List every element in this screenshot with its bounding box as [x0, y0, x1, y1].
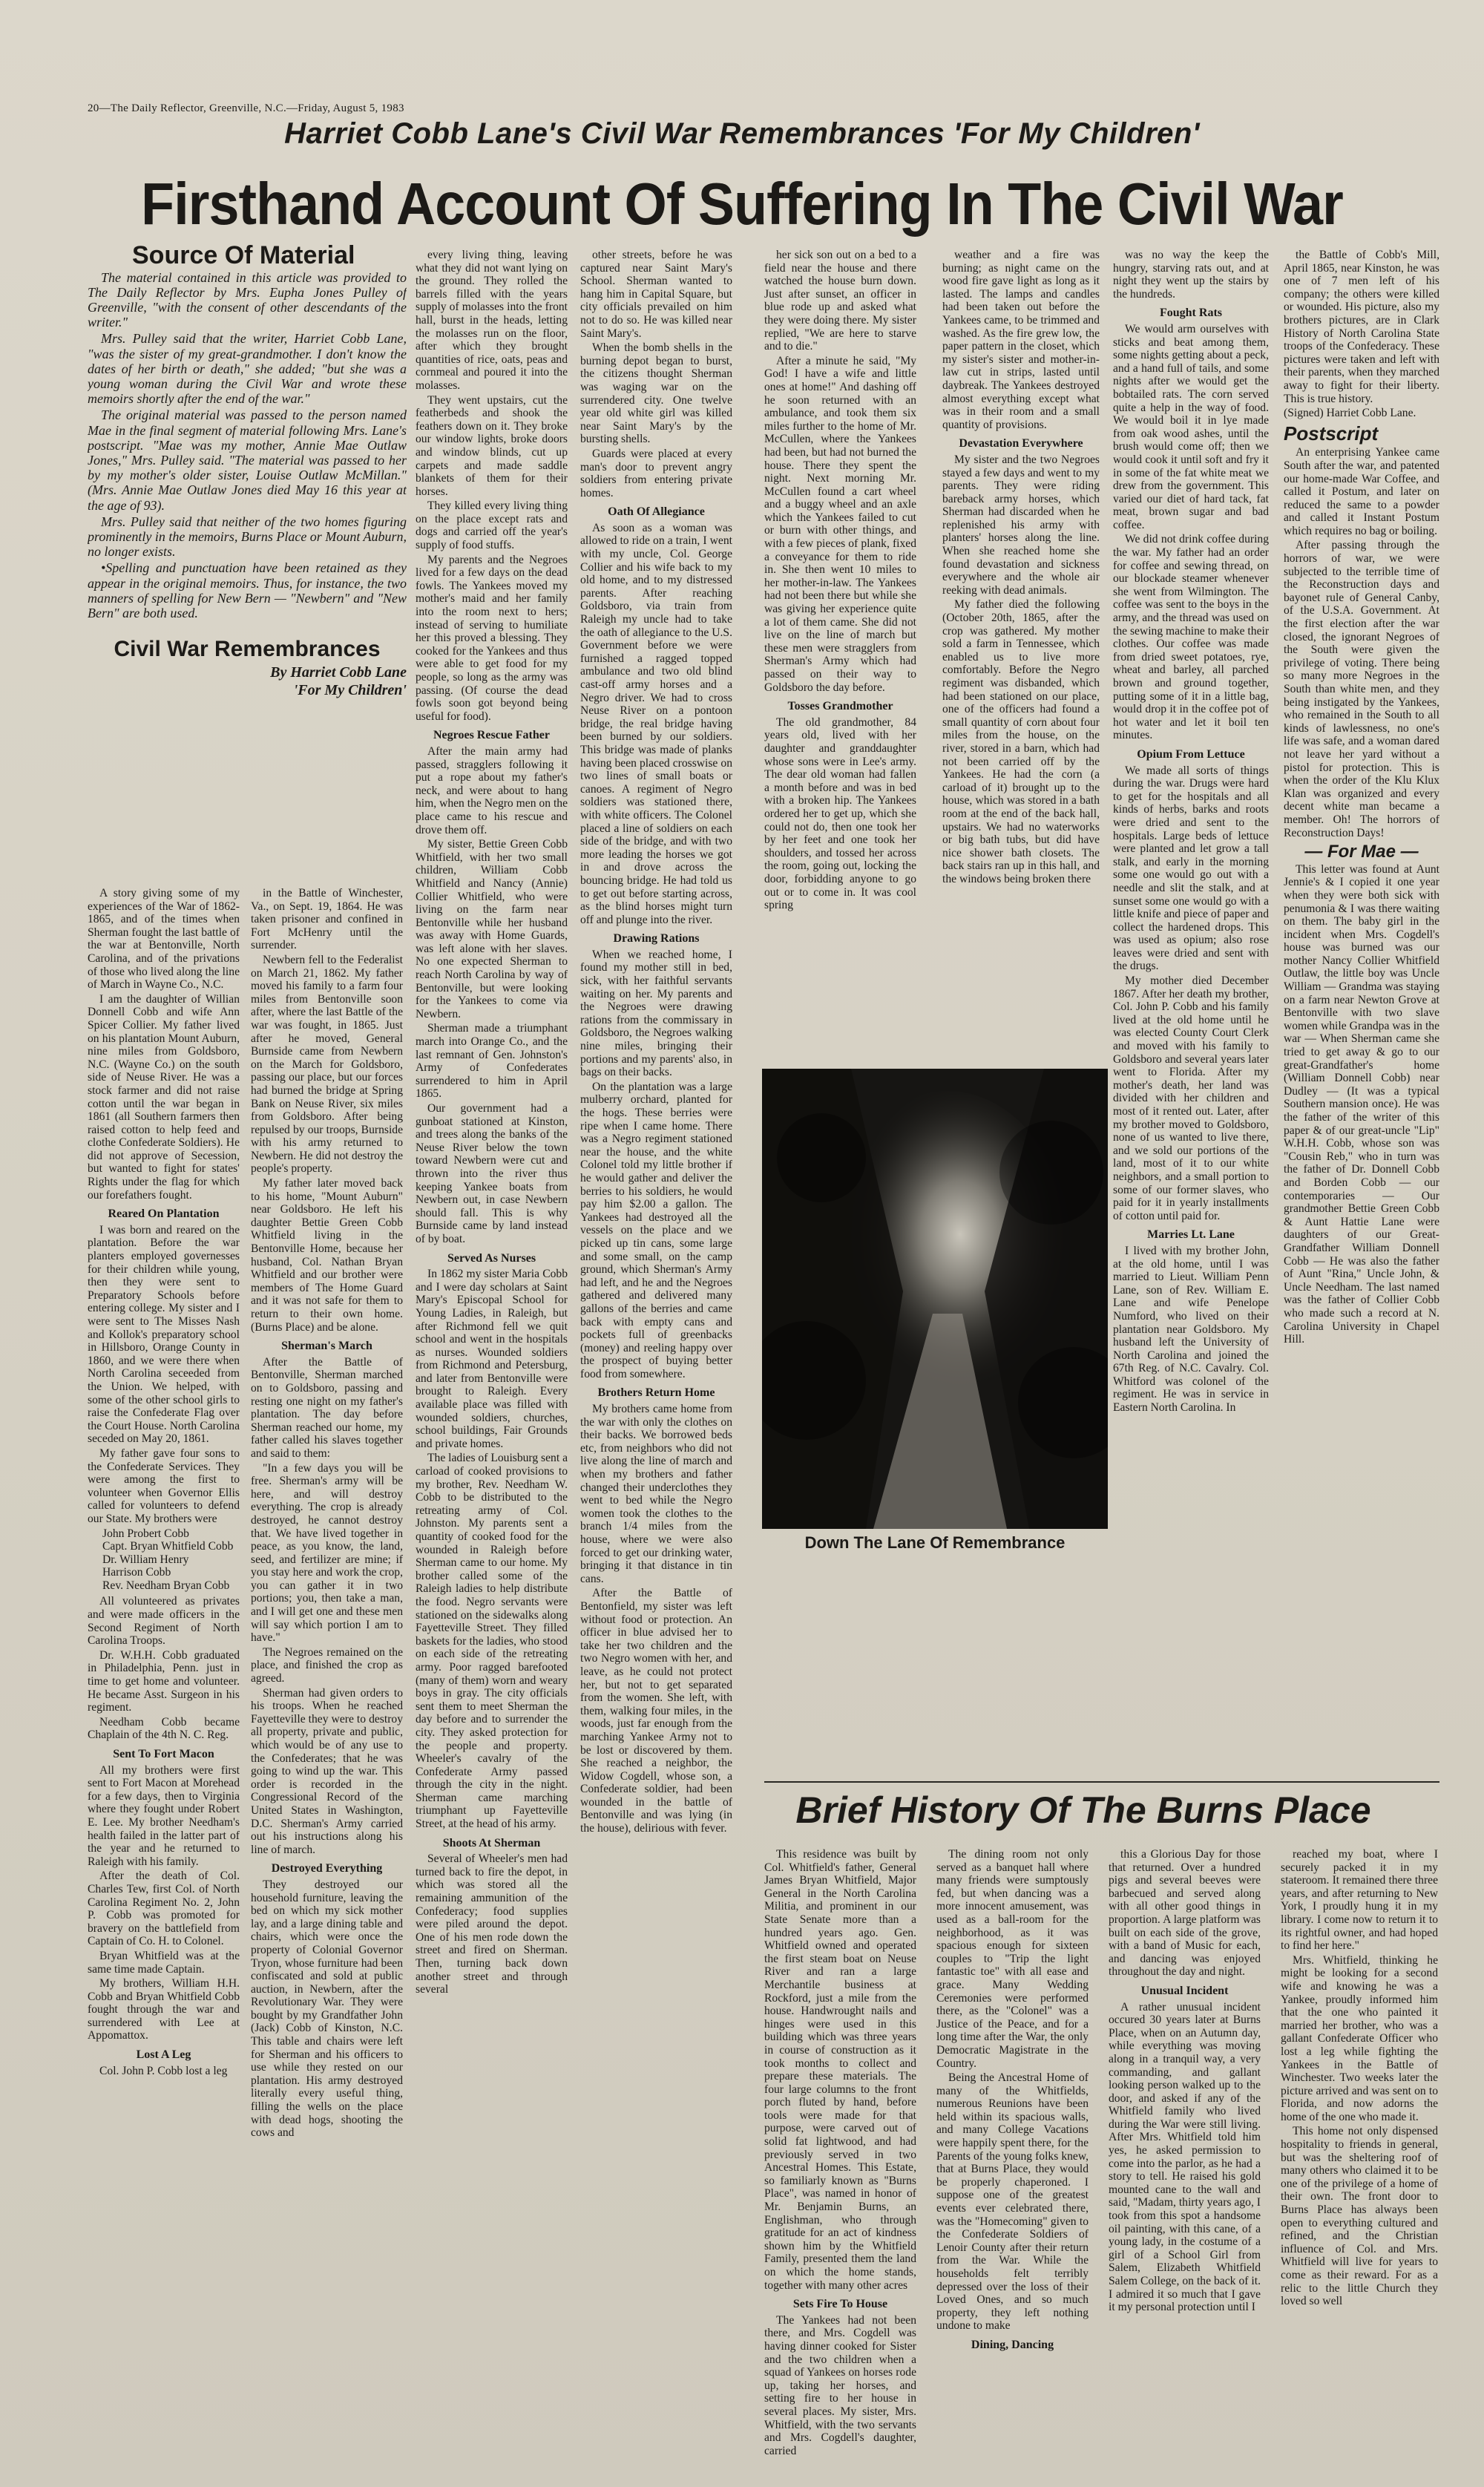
- subhead: Unusual Incident: [1140, 1984, 1229, 1997]
- article-paragraph: After the Battle of Bentonfield, my sister was left without food or protection. An officer in blue advised her to take her two children and the two Negro women with her, and leave, as he could not protect her, but not to get separated from the women. She left, with them, walking four miles, in the woods, just far enough from the marching Yankee Army not to be lost or discovered by them. She reached a neighbor, the Widow Cogdell, whose son, a Confederate soldier, had been wounded in the battle of Bentonville and was lying (in the house), delirious with fever.: [580, 1587, 732, 1835]
- lane-photo-image: [762, 1069, 1108, 1529]
- list-item: Dr. William Henry: [102, 1553, 189, 1566]
- article-paragraph: Newbern fell to the Federalist on March 21, 1862. My father moved his family to a farm four miles from Bentonville soon after, where the last Battle of the war was fought, in 1865. Just after he moved, General Burnside came from Newbern on the March for Goldsboro, passing our place, but our forces had burned the bridge at Spring Bank on Neuse River, six miles from Goldsboro. After being repulsed by our troops, Burnside with his army returned to Newbern. He did not destroy the people's property.: [251, 953, 403, 1176]
- photo-caption: Down The Lane Of Remembrance: [804, 1533, 1066, 1552]
- column-8: [1284, 249, 1439, 1770]
- article-paragraph: The old grandmother, 84 years old, lived with her daughter and granddaughter whose sons were in Lee's army. The dear old woman had fallen a month before and was in bed with a broken hip. The Yankees ordered her to get up, which she could not do, then one took her by her feet and one took her shoulders, and tossed her across the room, going out, locking the door, forbidding anyone to go out or to come in. It was cool spring: [764, 715, 916, 912]
- article-paragraph: was no way the keep the hungry, starving rats out, and at night they went up the stairs by the hundreds.: [1113, 249, 1269, 301]
- article-paragraph: Several of Wheeler's men had turned back to fire the depot, in which was stored all the remaining ammunition of the Confederacy; food supplies were piled around the depot. One of his men rode down the street and fired on Sherman. Then, turning back down another street and through several: [416, 1852, 568, 1996]
- article-paragraph: After the main army had passed, stragglers following it put a rope about my father's neck, and were about to hang him, when the Negro men on the place came to his rescue and drove them off.: [416, 744, 568, 836]
- article-paragraph: reached my boat, where I securely packed it in my stateroom. It remained there three years, and after returning to New York, I proudly hung it in my library. I come now to return it to its rightful owner, and had hoped to find her here.": [1281, 1848, 1438, 1953]
- subhead: Dining, Dancing: [971, 2338, 1054, 2351]
- article-paragraph: Sherman made a triumphant march into Orange Co., and the last remnant of Gen. Johnston's Army of Confederates surrendered to him in April 1865.: [416, 1022, 568, 1101]
- article-paragraph: Our government had a gunboat stationed at Kinston, and trees along the banks of the Neuse River below the town toward Newbern were cut and thrown into the river thus keeping Yankee boats from Newbern out, in case Newbern should fall. This is why Burnside came by land instead of by boat.: [416, 1102, 568, 1245]
- byline-dedication: 'For My Children': [293, 681, 407, 698]
- article-paragraph: Needham Cobb became Chaplain of the 4th N. C. Reg.: [88, 1715, 240, 1742]
- article-paragraph: Bryan Whitfield was at the same time made Captain.: [88, 1949, 240, 1976]
- subhead: Drawing Rations: [613, 932, 700, 946]
- article-paragraph: The Yankees had not been there, and Mrs. Cogdell was having dinner cooked for Sister and the two children when a squad of Yankees on horses rode up, taking her horses, and setting fire to her house in several places. My sister, Mrs. Whitfield, with the two servants and Mrs. Cogdell's daughter, carried: [764, 2313, 916, 2457]
- burns-headline: Brief History Of The Burns Place: [795, 1789, 1371, 1831]
- article-paragraph: When the bomb shells in the burning depot began to burst, the citizens thought Sherman was waging war on the surrendered city. One twelve year old white girl was killed near Saint Mary's by the bursting shells.: [580, 341, 732, 446]
- byline-author: By Harriet Cobb Lane: [270, 663, 407, 681]
- byline: [88, 663, 407, 699]
- article-paragraph: This home not only dispensed hospitality to friends in general, but was the sheltering roof of many others who claimed it to be one of the privilege of a home of their own. The front door to Burns Place has always been open to everything cultured and refined, and the Christian influence of Col. and Mrs. Whitfield will live for years to come as their reward. For as a relic to the little Church they loved so well: [1281, 2125, 1438, 2308]
- list-item: John Probert Cobb: [102, 1527, 189, 1540]
- article-paragraph: other streets, before he was captured near Saint Mary's School. Sherman wanted to hang him in Capital Square, but city officials prevailed on him not to do so. He was killed near Saint Mary's.: [580, 249, 732, 340]
- source-paragraph: •Spelling and punctuation have been retained as they appear in the original memoirs. Thus, for instance, the two manners of spelling for New Bern — "Newbern" and "New Bern" are both used.: [88, 560, 407, 621]
- burns-column-2: [936, 1848, 1089, 2457]
- article-paragraph: I am the daughter of Willian Donnell Cobb and wife Ann Spicer Collier. My father lived on his plantation Mount Auburn, nine miles from Goldsboro, N.C. (Wayne Co.) on the south side of Neuse River. He was a stock farmer and did not raise cotton until the war began in 1861 (all Southern farmers then raised cotton to help feed and clothe Confederate Soldiers). He did not approve of Secession, but wanted to fight for states' Rights under the flag for which our forefathers fought.: [88, 992, 240, 1202]
- column-2: [251, 887, 403, 2457]
- article-paragraph: The ladies of Louisburg sent a carload of cooked provisions to my brother, Rev. Needham W. Cobb to be distributed to the retreating army of Col. Johnston. My parents sent a quantity of cooked food for the wounded in Raleigh before Sherman came to our home. My brother called some of the Raleigh ladies to help distribute the food. Negro servants were stationed on the sidewalks along Fayetteville Street. They filled baskets for the ladies, who stood on each side of the retreating army. Poor ragged barefooted (many of them) worn and weary boys in gray. The city officials sent them to meet Sherman the day before and to surrender the city. They asked protection for the people and property. Wheeler's cavalry of the Confederate Army passed through the city in the night. Sherman came marching triumphant up Fayetteville Street, at the head of his army.: [416, 1452, 568, 1831]
- article-paragraph: Guards were placed at every man's door to prevent angry soldiers from entering private homes.: [580, 447, 732, 499]
- article-paragraph: in the Battle of Winchester, Va., on Sept. 19, 1864. He was taken prisoner and confined in Fort McHenry until the surrender.: [251, 887, 403, 952]
- source-paragraph: The material contained in this article was provided to The Daily Reflector by Mrs. Eupha Jones Pulley of Greenville, "with the consent of other descendants of the writer.": [88, 269, 407, 330]
- article-paragraph: A rather unusual incident occured 30 years later at Burns Place, when on an Autumn day, while everything was moving along in a tranquil way, a very commanding, and gallant looking person walked up to the door, and asked if any of the Whitfield family who lived during the War were still living. After Mrs. Whitfield told him yes, he asked permission to come into the parlor, as he had a story to tell. He raised his gold mounted cane to the wall and said, "Madam, thirty years ago, I took from this spot a handsome oil painting, with this cane, of a young lady, in the costume of a girl of a School Girl from Salem, Elizabeth Whitfield Salem College, on the back of it. I admired it so much that I gave it my personal protection until I: [1109, 2000, 1261, 2314]
- main-headline: Firsthand Account Of Suffering In The Civil War: [141, 171, 1343, 237]
- article-paragraph: After the death of Col. Charles Tew, first Col. of North Carolina Regiment No. 2, John P. Cobb was promoted for bravery on the battlefield from Captain of Co. H. to Colonel.: [88, 1870, 240, 1948]
- burns-column-1: [764, 1848, 916, 2457]
- remembrances-heading: Civil War Remembrances: [114, 637, 381, 662]
- article-paragraph: this a Glorious Day for those that returned. Over a hundred pigs and several beeves were barbecued and served along with all other good things in proportion. A large platform was built on each side of the grove, with a band of Music for each, and dancing was enjoyed throughout the day and night.: [1109, 1848, 1261, 1979]
- article-paragraph: The Negroes remained on the place, and finished the crop as agreed.: [251, 1645, 403, 1685]
- column-6: [942, 249, 1100, 1061]
- column-4: [580, 249, 732, 2457]
- subhead: Negroes Rescue Father: [433, 729, 550, 742]
- burns-column-4: [1281, 1848, 1438, 2457]
- subhead: Brothers Return Home: [597, 1386, 715, 1400]
- article-paragraph: We did not drink coffee during the war. My father had an order for coffee and sewing thread, on our blockade steamer whenever she went from Wilmington. The coffee was sent to the boys in the army, and the thread was used on the sewing machine to make their clothes. Our coffee was made from dried sweet potatoes, rye, wheat and barley, all parched brown and ground together, putting some of it in a little bag, would drop it in the coffee pot of hot water and let it boil ten minutes.: [1113, 533, 1269, 742]
- article-paragraph: This letter was found at Aunt Jennie's & I copied it one year when they were both sick with penumonia & I was there waiting on them. The baby girl in the incident when Mrs. Cogdell's house was burned was our mother Nancy Collier Whitfield Outlaw, the little boy was Uncle William — Grandma was staying on a farm near Newton Grove at Bentonville with two slave women while Grandpa was in the war — When Sherman came she tried to get away & go to our great-Grandfather's home (William Donnell Cobb) near Dudley — (It was a typical Southern mansion once). He was the father of the writer of this paper & of our great-uncle "Lip" W.H.H. Cobb, whose son was "Cousin Reb," who in turn was the father of Dr. Donnell Cobb and Borden Cobb — our contemporaries — Our grandmother Bettie Green Cobb & Aunt Hattie Lane were daughters of our Great-Grandfather William Donnell Cobb — He was also the father of Aunt "Rina," Uncle John, & Uncle Needham. The last named was the father of Collier Cobb who made such a record at N. Carolina University in Chapel Hill.: [1284, 862, 1439, 1346]
- article-paragraph: "In a few days you will be free. Sherman's army will be here, and will destroy everything. The crop is already destroyed, he cannot destroy that. We have lived together in peace, as you know, the land, seed, and fertilizer are mine; if you stay here and work the crop, you can gather it in two portions; you, then take a man, and I will get one and these men will say which portion I am to have.": [251, 1461, 403, 1645]
- postscript-heading: Postscript: [1284, 422, 1379, 445]
- lane-photo: [762, 1069, 1108, 1529]
- article-paragraph: After a minute he said, "My God! I have a wife and little ones at home!" And dashing off he soon returned with an ambulance, and took them six miles further to the home of Mr. McCullen, where the Yankees had been, but had not burned the house. There they spent the night. Next morning Mr. McCullen found a cart wheel and a buggy wheel and an axle which the Yankees failed to cut or burn with other things, and with a few pieces of plank, fixed a conveyance for them to ride in. She then went 10 miles to her mother-in-law. The Yankees had not been there but while she was giving her experience quite a lot of them came. She did not live on the line of march but these men were stragglers from Sherman's Army which had passed on their way to Goldsboro the day before.: [764, 354, 916, 694]
- subhead: Sent To Fort Macon: [113, 1748, 214, 1760]
- source-heading: Source Of Material: [132, 245, 355, 269]
- article-paragraph: They killed every living thing on the place except rats and dogs and carried off the year's supply of food stuffs.: [416, 499, 568, 552]
- article-paragraph: Dr. W.H.H. Cobb graduated in Philadelphia, Penn. just in time to get home and volunteer. He became Asst. Surgeon in his regiment.: [88, 1648, 240, 1714]
- subhead: Opium From Lettuce: [1137, 747, 1245, 761]
- article-paragraph: My father died the following (October 20th, 1865, after the crop was gathered. My mother sold a farm in Tennessee, which enabled us to live more comfortably. Before the Negro regiment was disbanded, which had been stationed on our place, one of the officers had found a small quantity of corn about four miles from the house, on the river, stored in a barn, which had not been carried off by the Yankees. He had the corn (a carload of it) brought up to the house, which was stored in a bath room at the end of the back hall, upstairs. We had no waterworks or big bath tubs, but did have nice shower bath closets. The back stairs ran up in this hall, and the windows being broken there: [942, 598, 1100, 885]
- article-paragraph: every living thing, leaving what they did not want lying on the ground. They rolled the barrels filled with the years supply of molasses into the front hall, burst in the heads, letting the molasses run on the floor, after which they brought quantities of rice, oats, peas and cornmeal and poured it into the molasses.: [416, 249, 568, 392]
- article-paragraph: All my brothers were first sent to Fort Macon at Morehead for a few days, then to Virginia where they fought under Robert E. Lee. My brother Needham's health failed in the latter part of the year and he returned to Raleigh with his family.: [88, 1763, 240, 1868]
- folio-line: 20—The Daily Reflector, Greenville, N.C.—Friday, August 5, 1983: [88, 102, 404, 114]
- article-paragraph: Sherman had given orders to his troops. When he reached Fayetteville they were to destroy all property, private and public, which would be of any use to the Confederates; that he was going to wind up the war. This order is recorded in the Congressional Record of the United States in Washington, D.C. Sherman's Army carried out his instructions along his line of march.: [251, 1686, 403, 1856]
- article-paragraph: My father later moved back to his home, "Mount Auburn" near Goldsboro. He left his daughter Bettie Green Cobb Whitfield living in the Bentonville Home, because her husband, Col. Nathan Bryan Whitfield and our brother were members of The Home Guard and it was not safe for them to return to their own home. (Burns Place) and be alone.: [251, 1177, 403, 1334]
- list-item: Harrison Cobb: [102, 1566, 171, 1579]
- article-paragraph: We made all sorts of things during the war. Drugs were hard to get for the hospitals and all kinds of herbs, barks and roots were dried and sent to the hospitals. Large beds of lettuce were planted and let grow a tall stalk, and early in the morning some one would go out with a needle and slit the stalk, and at sunset some one would go with a little knife and piece of paper and collect the hardened drops. This was used as opium; also rose leaves were dried and sent with the drugs.: [1113, 764, 1269, 973]
- subhead: Reared On Plantation: [108, 1208, 220, 1221]
- for-mae-heading: — For Mae —: [1304, 842, 1419, 862]
- subhead: Marries Lt. Lane: [1147, 1228, 1235, 1242]
- column-1: [88, 887, 240, 2457]
- subhead: Served As Nurses: [447, 1251, 536, 1265]
- article-paragraph: When we reached home, I found my mother still in bed, sick, with her faithful servants waiting on her. My parents and the Negroes were drawing rations from the commissary in Goldsboro, the Negroes walking nine miles, bringing their portions and my parents' also, in bags on their backs.: [580, 948, 732, 1079]
- signature-line: (Signed) Harriet Cobb Lane.: [1284, 407, 1416, 420]
- subhead: Sherman's March: [281, 1340, 372, 1353]
- article-paragraph: A story giving some of my experiences of the War of 1862-1865, and of the times when Sherman fought the last battle of the war at Bentonville, North Carolina, and of the privations of those who lived along the line of March in Wayne Co., N.C.: [88, 887, 240, 992]
- article-paragraph: An enterprising Yankee came South after the war, and patented our home-made War Coffee, and called it Postum, and later on reduced the same to a powder and called it Instant Postum which requires no bag or boiling.: [1284, 446, 1439, 537]
- article-paragraph: the Battle of Cobb's Mill, April 1865, near Kinston, he was one of 7 men left of his company; the others were killed or wounded. His picture, also my brothers pictures, are in Clark History of North Carolina State troops of the Confederacy. These pictures were taken and left with their parents, when they marched away to fight for their liberty. This is true history.: [1284, 249, 1439, 405]
- section-rule: [764, 1781, 1439, 1783]
- article-paragraph: Col. John P. Cobb lost a leg: [99, 2064, 228, 2077]
- list-item: Rev. Needham Bryan Cobb: [102, 1579, 230, 1592]
- subhead: Sets Fire To House: [792, 2298, 888, 2311]
- subhead: Devastation Everywhere: [959, 437, 1083, 450]
- subhead: Oath Of Allegiance: [608, 505, 705, 519]
- article-paragraph: I was born and reared on the plantation. Before the war planters employed governesses for their children while young, then they were sent to Preparatory Schools before entering college. My sister and I were sent to The Misses Nash and Kollok's preparatory school in Hillsboro, Orange County in 1860, and we were there when North Carolina seceeded from the Union. We helped, with some of the other school girls to raise the Confederate Flag over the Court House. North Carolina seceded on May 20, 1861.: [88, 1223, 240, 1446]
- article-paragraph: They destroyed our household furniture, leaving the bed on which my sick mother lay, and a large dining table and chairs, which were once the property of Colonial Governor Tryon, whose furniture had been confiscated and sold at public auction, in Newbern, after the Revolutionary War. They were bought by my Grandfather John (Jack) Cobb of Kinston, N.C. This table and chairs were left for Sherman and his officers to use while they rested on our plantation. His army destroyed literally every useful thing, filling the wells on the place with dead hogs, shooting the cows and: [251, 1878, 403, 2140]
- article-paragraph: In 1862 my sister Maria Cobb and I were day scholars at Saint Mary's Episcopal School for Young Ladies, in Raleigh, but after Richmond fell we quit school and went in the hospitals as nurses. Wounded soldiers from Richmond and Petersburg, and later from Bentonville were brought to Raleigh. Every available place was filled with wounded soldiers, churches, school buildings, Fair Grounds and private homes.: [416, 1268, 568, 1450]
- article-paragraph: All volunteered as privates and were made officers in the Second Regiment of North Carolina Troops.: [88, 1595, 240, 1648]
- burns-column-3: [1109, 1848, 1261, 2457]
- article-paragraph: This residence was built by Col. Whitfield's father, General James Bryan Whitfield, Major General in the North Carolina Militia, and prominent in our State Senate more than a hundred years ago. Gen. Whitfield owned and operated the first steam boat on Neuse River and ran a large Merchantile business at Rockford, just a mile from the house. Handwrought nails and hinges were used in this building which was three years in course of construction as it took months to collect and prepare these materials. The four large columns to the front porch fluted by hand, before tools were made for that purpose, were carved out of solid fat lightwood, and had previously served in two Ancestral Homes. This Estate, so familiarly known as "Burns Place", was named in honor of Mr. Benjamin Burns, an Englishman, who through gratitude for an act of kindness shown him by the Whitfield Family, presented them the land on which the home stands, together with many other acres: [764, 1848, 916, 2292]
- source-text: [88, 270, 407, 621]
- subhead: Destroyed Everything: [271, 1862, 383, 1875]
- article-paragraph: We would arm ourselves with sticks and beat among them, some nights getting about a peck, and a hand full of tails, and some nights after we would get the bobtailed rats. The corn served quite a help in the way of food. We would boil it in lye made from oak wood ashes, until the brush would come off; then we would cook it until soft and fry it in some of the fat white meat we drew from the government. This varied our diet of hard tack, fat meat, brown sugar and bad coffee.: [1113, 322, 1269, 531]
- list-item: Capt. Bryan Whitfield Cobb: [102, 1540, 234, 1553]
- article-paragraph: her sick son out on a bed to a field near the house and there watched the house burn down. Just after sunset, an officer in blue rode up and asked what they were doing there. My sister replied, "We are here to starve and to die.": [764, 249, 916, 353]
- column-5: [764, 249, 916, 1061]
- article-paragraph: After passing through the horrors of war, we were subjected to the terrible time of the Reconstruction days and bayonet rule of General Canby, of the U.S.A. Government. At the first election after the war closed, the ignorant Negroes of the South were given the privilege of voting. There being so many more Negroes in the South than white men, and they being instigated by the Yankees, who remained in the South to all kinds of lawlessness, no one's life was safe, and a woman dared not leave her yard without a pistol for protection. This is when the order of the Klu Klux Klan was organized and every decent white man became a member. Oh! The horrors of Reconstruction Days!: [1284, 539, 1439, 839]
- article-paragraph: Being the Ancestral Home of many of the Whitfields, numerous Reunions have been held within its spacious walls, and many College Vacations were happily spent there, for the Parents of the young folks knew, that at Burns Place, they would be properly chaperoned. I suppose one of the greatest events ever celebrated there, was the "Homecoming" given to the Confederate Soldiers of Lenoir County after their return from the War. While the households felt terribly depressed over the loss of their Loved Ones, and so much property, they left nothing undone to make: [936, 2071, 1089, 2333]
- article-paragraph: weather and a fire was burning; as night came on the wood fire gave light as long as it lasted. The lamps and candles had been taken out before the Yankees came, to be trimmed and washed. As the fire grew low, the paper pattern in the closet, which my sister's sister and mother-in-law cut in strips, lasted until daybreak. The Yankees destroyed almost everything except what was in their room and a small quantity of provisions.: [942, 249, 1100, 431]
- article-paragraph: On the plantation was a large mulberry orchard, planted for the hogs. These berries were ripe when I came home. There was a Negro regiment stationed near the house, and the white Colonel told my little brother if he would gather and deliver the berries to his soldiers, he would pay him $2.00 a gallon. The Yankees had destroyed all the vessels on the place and we picked up tin cans, some large and some small, on the camp ground, which Sherman's Army had left, and he and the Negroes gathered and delivered many gallons of the berries and came back with empty cans and pockets full of greenbacks (money) and reeling happy over the prospect of buying better food from somewhere.: [580, 1080, 732, 1380]
- article-paragraph: My brothers came home from the war with only the clothes on their backs. We borrowed beds etc, from neighbors who did not live along the line of march and when my brothers and father changed their underclothes they went to bed while the Negro women took the clothes to the branch 1/4 miles from the house, where we were also forced to get our drinking water, bringing it that distance in tin cans.: [580, 1403, 732, 1585]
- article-paragraph: My sister and the two Negroes stayed a few days and went to my parents. They were riding bareback army horses, which Sherman had discarded when he replenished his army with planters' horses along the line. When she reached home she found devastation and sickness everywhere and the whole air reeking with dead animals.: [942, 453, 1100, 597]
- article-paragraph: Mrs. Whitfield, thinking he might be looking for a second wife and knowing he was a Yankee, proudly informed him that the one who painted it married her brother, who was a gallant Confederate Officer who lost a leg while fighting the Yankees in the Battle of Winchester. Two weeks later the picture arrived and was sent on to Florida, and now adorns the home of the one who made it.: [1281, 1953, 1438, 2123]
- article-paragraph: My parents and the Negroes lived for a few days on the dead fowls. The Yankees moved my mother's maid and her family into the room next to hers; instead of serving to humiliate her this proved a blessing. They cooked for the Yankees and thus were able to get food for my people, so long as the army was passing. (Of course the dead fowls soon got beyond being useful for food).: [416, 553, 568, 723]
- article-paragraph: As soon as a woman was allowed to ride on a train, I went with my uncle, Col. George Collier and his wife back to my old home, and to my distressed parents. After reaching Goldsboro, via train from Raleigh my uncle had to take the oath of allegiance to the U.S. Government before we were furnished a ragged topped ambulance and two old blind cast-off army horses and a Negro driver. We had to cross Neuse River on a pontoon bridge, the real bridge having been burned by our soldiers. This bridge was made of planks having been placed crosswise on two lines of small boats or canoes. A regiment of Negro soldiers was stationed there, with white officers. The Colonel placed a line of soldiers on each side of the bridge, and with two more leading the horses we got in and drove across the bouncing bridge. He had told us to get out before starting across, as the blind horses might turn off and plunge into the river.: [580, 521, 732, 926]
- article-paragraph: After the Battle of Bentonville, Sherman marched on to Goldsboro, passing and resting one night on my father's plantation. The day before Sherman reached our home, my father called his slaves together and said to them:: [251, 1355, 403, 1460]
- brothers-list: [102, 1527, 240, 1593]
- subhead: Lost A Leg: [136, 2048, 191, 2062]
- subhead: Fought Rats: [1159, 307, 1222, 320]
- source-paragraph: Mrs. Pulley said that the writer, Harriet Cobb Lane, "was the sister of my great-grandmother. I don't know the dates of her birth or death," she added; "but she was a young woman during the Civil War and wrote these memoirs shortly after the end of the war.": [88, 331, 407, 407]
- column-3: [416, 249, 568, 2457]
- article-paragraph: My father gave four sons to the Confederate Services. They were among the first to volunteer when Governor Ellis called for volunteers to defend our State. My brothers were: [88, 1446, 240, 1525]
- source-paragraph: The original material was passed to the person named Mae in the final segment of material following Mrs. Lane's postscript. "Mae was my mother, Annie Mae Outlaw Jones," Mrs. Pulley said. "The material was passed to her by my mother's older sister, Louise Outlaw McMillan." (Mrs. Annie Mae Outlaw Jones died May 16 this year at the age of 93).: [88, 407, 407, 513]
- article-paragraph: My mother died December 1867. After her death my brother, Col. John P. Cobb and his family lived at the old home until he was elected County Court Clerk and moved with his family to Goldsboro and several years later went to Florida. After my mother's death, her land was divided with her children and most of it rented out. Later, after my brother moved to Goldsboro, none of us wanted to live there, and we sold our portions of the land, most of it to our white neighbors, and a small portion to some of our former slaves, who paid for it in yearly installments of cotton until paid for.: [1113, 974, 1269, 1222]
- subhead: Tosses Grandmother: [787, 700, 893, 713]
- article-paragraph: The dining room not only served as a banquet hall where many friends were sumptously fed, but when dancing was a more innocent amusement, was used as a ball-room for the neighborhood, as it was spacious enough for sixteen couples to "Trip the light fantastic toe" with all ease and grace. Many Wedding Ceremonies were performed there, as the "Colonel" was a Justice of the Peace, and for a long time after the War, the only Democratic Magistrate in the Country.: [936, 1848, 1089, 2070]
- source-of-material: [88, 245, 407, 809]
- article-paragraph: My brothers, William H.H. Cobb and Bryan Whitfield Cobb fought through the war and surrendered with Lee at Appomattox.: [88, 1977, 240, 2042]
- column-7: [1113, 249, 1269, 1770]
- article-paragraph: They went upstairs, cut the featherbeds and shook the feathers down on it. They broke our window lights, broke doors and window blinds, cut up carpets and made saddle blankets of them for their horses.: [416, 393, 568, 498]
- article-paragraph: My sister, Bettie Green Cobb Whitfield, with her two small children, William Cobb Whitfield and Nancy (Annie) Collier Whitfield, who were living on the farm near Bentonville while her husband was away with Home Guards, was left alone with her slaves. No one expected Sherman to reach North Carolina by way of Bentonville, but were looking for the Yankees to come via Newbern.: [416, 838, 568, 1020]
- source-paragraph: Mrs. Pulley said that neither of the two homes figuring prominently in the memoirs, Burns Place or Mount Auburn, no longer exists.: [88, 514, 407, 560]
- article-paragraph: I lived with my brother John, at the old home, until I was married to Lieut. William Penn Lane, son of Rev. William E. Lane and wife Penelope Numford, who lived on their plantation near Goldsboro. My husband left the University of North Carolina and joined the 67th Reg. of N.C. Cavalry. Col. Whitford was colonel of the regiment. He was in service in Eastern North Carolina. In: [1113, 1244, 1269, 1415]
- subhead: Shoots At Sherman: [442, 1836, 541, 1849]
- kicker-headline: Harriet Cobb Lane's Civil War Remembrances 'For My Children': [284, 117, 1200, 150]
